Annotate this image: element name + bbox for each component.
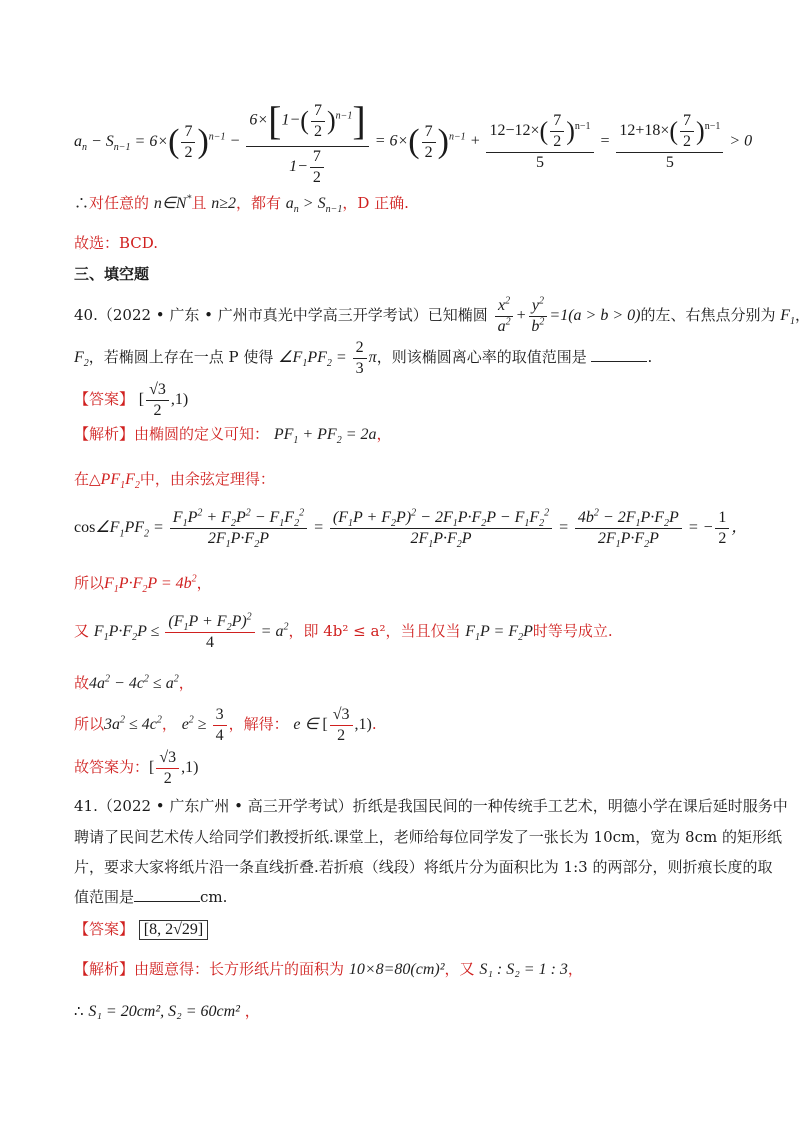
q41-line4: 值范围是 cm. <box>74 888 228 906</box>
q40-analysis-1: 【解析】由椭圆的定义可知： $PF_1 + PF_2 = 2a$， <box>74 425 392 447</box>
q40-analysis-2: 在$\triangle PF_1F_2$中，由余弦定理得： <box>74 470 275 492</box>
q40-hence: 故$4a^2 - 4c^2 \le a^2$， <box>74 673 194 692</box>
q41-answer: 【答案】 [8, 2√29] <box>74 918 208 940</box>
formula-an-minus-sn: $a_n - S_{n-1} = 6\times$( $\frac{7}{2}$ )$^{n-1}$ − 6×[1−( $\frac{7}{2}$ )$^{n-1}$] 1− $\frac{7}{2}$ = 6×( $\frac{7}{2}$ )$^{n-1}$ + 12−12×( $\frac{7}{2}$ )$^{n-1}$ 5 = 12+18×( $\frac{7}{2}$ )$^{n-1}$ 5 > 0 <box>74 98 753 186</box>
q40-line2: $F_2$，若椭圆上存在一点 P 使得 $\angle F_1PF_2$ = $\frac{2}{3}$ π，则该椭圆离心率的取值范围是 . <box>74 339 653 377</box>
q41-line1: 41.（2022 • 广东广州 • 高三开学考试）折纸是我国民间的一种传统手工艺术，明德小学在课后延时服务中 <box>74 797 788 815</box>
q41-analysis-1: 【解析】由题意得：长方形纸片的面积为 10×8=80(cm)²，又 S₁ : S₂ = 1 : 3， <box>74 960 583 978</box>
q40-answer: 【答案】 [ $\frac{√3}{2}$ ,1) <box>74 381 189 419</box>
q40-so-2: 所以$3a^2 \le 4c^2$， $e^2$ ≥ $\frac{3}{4}$ ，解得： e ∈ [ $\frac{√3}{2}$ ,1). <box>74 706 377 744</box>
q40-blank <box>591 347 647 362</box>
q41-result: ∴ S₁ = 20cm², S₂ = 60cm² ， <box>74 1002 260 1020</box>
q40-so-1: 所以$F_1P\cdot F_2P = 4b^2$， <box>74 573 212 596</box>
cosine-formula: $\cos\angle F_1PF_2$ = $\frac{F_1P^2 + F_2P^2 - F_1F_2^2}{2F_1P\cdot F_2P}$ = $\frac{(F_1P + F_2P)^2 - 2F_1P\cdot F_2P - F_1F_2^2}{2F_1P\cdot F_2P}$ = $\frac{4b^2 - 2F_1P\cdot F_2P}{2F_1P\cdot F_2P}$ = − $\frac{1}{2}$ ， <box>74 507 748 551</box>
q40-final: 故答案为：[ $\frac{√3}{2}$ ,1) <box>74 749 199 787</box>
q41-line2: 聘请了民间艺术传人给同学们教授折纸.课堂上，老师给每位同学发了一张长为 10cm，宽为 8cm 的矩形纸 <box>74 828 782 846</box>
q40-also: 又 $F_1P\cdot F_2P$ ≤ $\frac{(F_1P + F_2P)^2}{4}$ = $a^2$，即 4b² ≤ a²，当且仅当 $F_1P = F_2P$时等号成立. <box>74 611 613 651</box>
choice-line: 故选：BCD. <box>74 234 159 252</box>
section-title: 三、填空题 <box>74 265 150 283</box>
q40-line1: 40.（2022 • 广东 • 广州市真光中学高三开学考试）已知椭圆 $\frac{x^2}{a^2}$ + $\frac{y^2}{b^2}$ =1(a > b > 0)的左、右焦点分别为 $F_1$， <box>74 295 810 335</box>
conclusion-line: ∴对任意的 n∈N*且 n≥2，都有 $a_n > S_{n-1}$，D 正确. <box>74 193 409 216</box>
q41-line3: 片，要求大家将纸片沿一条直线折叠.若折痕（线段）将纸片分为面积比为 1:3 的两部分，则折痕长度的取 <box>74 858 773 876</box>
q41-blank <box>134 887 200 902</box>
